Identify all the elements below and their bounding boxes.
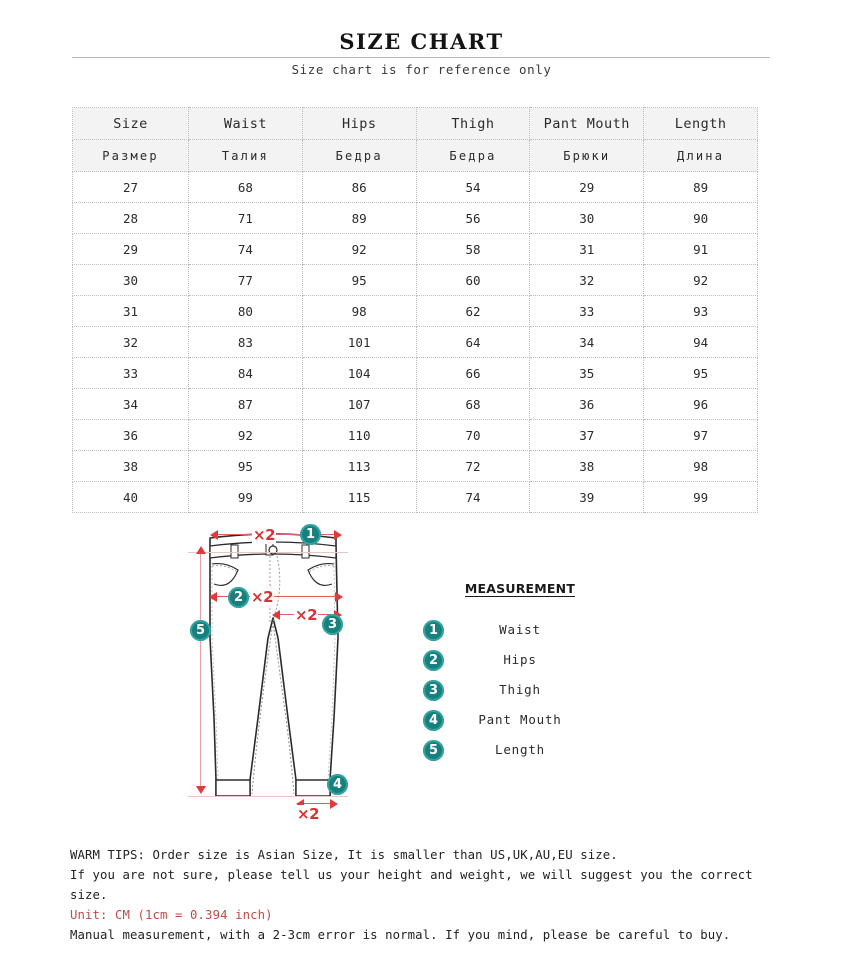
badge-hips: 2	[228, 587, 249, 608]
table-header-russian	[73, 140, 758, 172]
cell-thigh: 64	[416, 327, 530, 358]
header-hips-en: Hips	[302, 108, 416, 140]
length-measure-line	[200, 552, 201, 792]
header-thigh-en: Thigh	[416, 108, 530, 140]
table-row	[73, 296, 758, 327]
cell-waist: 95	[189, 451, 303, 482]
cell-length: 90	[644, 203, 758, 234]
cell-thigh: 70	[416, 420, 530, 451]
table-row	[73, 327, 758, 358]
cell-length: 97	[644, 420, 758, 451]
hips-arrow-left-icon	[209, 592, 217, 602]
cell-length: 95	[644, 358, 758, 389]
cell-length: 96	[644, 389, 758, 420]
legend-label-thigh: Thigh	[499, 682, 541, 697]
pant-mouth-multiplier-label: ×2	[297, 805, 320, 823]
cell-length: 89	[644, 172, 758, 203]
cell-pant-mouth: 36	[530, 389, 644, 420]
legend-label-hips: Hips	[503, 652, 537, 667]
warm-tips-block	[70, 845, 770, 945]
cell-size: 27	[73, 172, 189, 203]
header-size-ru: Размер	[73, 140, 189, 172]
cell-size: 40	[73, 482, 189, 513]
cell-length: 93	[644, 296, 758, 327]
table-row	[73, 172, 758, 203]
list-item	[415, 676, 625, 706]
cell-thigh: 58	[416, 234, 530, 265]
cell-pant-mouth: 30	[530, 203, 644, 234]
cell-size: 36	[73, 420, 189, 451]
header-thigh-ru: Бедра	[416, 140, 530, 172]
cell-hips: 89	[302, 203, 416, 234]
cell-length: 94	[644, 327, 758, 358]
legend-badge-waist: 1	[423, 620, 444, 641]
cell-waist: 80	[189, 296, 303, 327]
legend-label-waist: Waist	[499, 622, 541, 637]
cell-waist: 74	[189, 234, 303, 265]
legend-label-pant-mouth: Pant Mouth	[478, 712, 562, 727]
cell-pant-mouth: 37	[530, 420, 644, 451]
cell-waist: 92	[189, 420, 303, 451]
cell-pant-mouth: 38	[530, 451, 644, 482]
cell-pant-mouth: 32	[530, 265, 644, 296]
header-length-ru: Длина	[644, 140, 758, 172]
table-row	[73, 389, 758, 420]
cell-hips: 107	[302, 389, 416, 420]
legend-badge-length: 5	[423, 740, 444, 761]
header-size-en: Size	[73, 108, 189, 140]
legend-label-length: Length	[495, 742, 545, 757]
waist-multiplier-label: ×2	[253, 526, 276, 544]
list-item	[415, 706, 625, 736]
tips-line-2: If you are not sure, please tell us your height and weight, we will suggest you the correct size.	[70, 868, 753, 902]
thigh-arrow-left-icon	[272, 610, 280, 620]
legend-badge-hips: 2	[423, 650, 444, 671]
hips-arrow-right-icon	[335, 592, 343, 602]
header-length-en: Length	[644, 108, 758, 140]
cell-length: 91	[644, 234, 758, 265]
measurement-diagram-area	[0, 508, 843, 838]
hips-multiplier-label: ×2	[251, 588, 274, 606]
cell-hips: 92	[302, 234, 416, 265]
badge-waist: 1	[300, 524, 321, 545]
tips-line-4: Manual measurement, with a 2-3cm error is normal. If you mind, please be careful to buy.	[70, 928, 731, 942]
cell-waist: 77	[189, 265, 303, 296]
badge-pant-mouth: 4	[327, 774, 348, 795]
cell-waist: 87	[189, 389, 303, 420]
hem-guide-line	[188, 796, 348, 797]
cell-waist: 83	[189, 327, 303, 358]
table-row	[73, 358, 758, 389]
header-waist-ru: Талия	[189, 140, 303, 172]
cell-thigh: 68	[416, 389, 530, 420]
cell-size: 31	[73, 296, 189, 327]
cell-waist: 71	[189, 203, 303, 234]
table-row	[73, 265, 758, 296]
cell-pant-mouth: 35	[530, 358, 644, 389]
cell-size: 30	[73, 265, 189, 296]
pant-mouth-arrow-right-icon	[330, 799, 338, 809]
cell-size: 32	[73, 327, 189, 358]
cell-thigh: 72	[416, 451, 530, 482]
tips-unit-line: Unit: CM (1cm = 0.394 inch)	[70, 908, 273, 922]
cell-waist: 99	[189, 482, 303, 513]
title-divider	[72, 57, 770, 58]
legend-badge-pant-mouth: 4	[423, 710, 444, 731]
cell-size: 29	[73, 234, 189, 265]
waist-guide-line	[188, 552, 348, 553]
thigh-multiplier-label: ×2	[295, 606, 318, 624]
cell-pant-mouth: 31	[530, 234, 644, 265]
tips-line-1: WARM TIPS: Order size is Asian Size, It is smaller than US,UK,AU,EU size.	[70, 848, 618, 862]
cell-waist: 84	[189, 358, 303, 389]
cell-hips: 86	[302, 172, 416, 203]
size-chart-body	[73, 108, 758, 513]
list-item	[415, 646, 625, 676]
legend-title-text: MEASUREMENT	[464, 581, 576, 596]
length-arrow-up-icon	[196, 546, 206, 554]
cell-thigh: 60	[416, 265, 530, 296]
list-item	[415, 616, 625, 646]
table-row	[73, 203, 758, 234]
waist-arrow-left-icon	[210, 530, 218, 540]
cell-thigh: 54	[416, 172, 530, 203]
badge-thigh: 3	[322, 614, 343, 635]
cell-length: 98	[644, 451, 758, 482]
cell-pant-mouth: 39	[530, 482, 644, 513]
cell-hips: 98	[302, 296, 416, 327]
table-row	[73, 420, 758, 451]
cell-hips: 113	[302, 451, 416, 482]
length-arrow-down-icon	[196, 786, 206, 794]
cell-thigh: 74	[416, 482, 530, 513]
cell-pant-mouth: 34	[530, 327, 644, 358]
cell-waist: 68	[189, 172, 303, 203]
cell-thigh: 66	[416, 358, 530, 389]
list-item	[415, 736, 625, 766]
cell-length: 92	[644, 265, 758, 296]
cell-length: 99	[644, 482, 758, 513]
table-row	[73, 234, 758, 265]
page-title: SIZE CHART	[339, 29, 504, 54]
cell-hips: 110	[302, 420, 416, 451]
cell-size: 33	[73, 358, 189, 389]
cell-hips: 95	[302, 265, 416, 296]
pant-mouth-measure-line	[302, 803, 330, 804]
cell-thigh: 62	[416, 296, 530, 327]
size-chart-table	[72, 107, 758, 513]
cell-thigh: 56	[416, 203, 530, 234]
cell-hips: 115	[302, 482, 416, 513]
legend-badge-thigh: 3	[423, 680, 444, 701]
header-hips-ru: Бедра	[302, 140, 416, 172]
header-block	[0, 30, 843, 54]
cell-size: 34	[73, 389, 189, 420]
waist-arrow-right-icon	[334, 530, 342, 540]
badge-length: 5	[190, 620, 211, 641]
table-row	[73, 451, 758, 482]
page-subtitle: Size chart is for reference only	[291, 62, 552, 77]
cell-size: 28	[73, 203, 189, 234]
header-waist-en: Waist	[189, 108, 303, 140]
legend-title	[415, 578, 625, 597]
header-pant-mouth-en: Pant Mouth	[530, 108, 644, 140]
cell-hips: 104	[302, 358, 416, 389]
cell-hips: 101	[302, 327, 416, 358]
cell-size: 38	[73, 451, 189, 482]
table-header-english	[73, 108, 758, 140]
header-pant-mouth-ru: Брюки	[530, 140, 644, 172]
cell-pant-mouth: 29	[530, 172, 644, 203]
cell-pant-mouth: 33	[530, 296, 644, 327]
